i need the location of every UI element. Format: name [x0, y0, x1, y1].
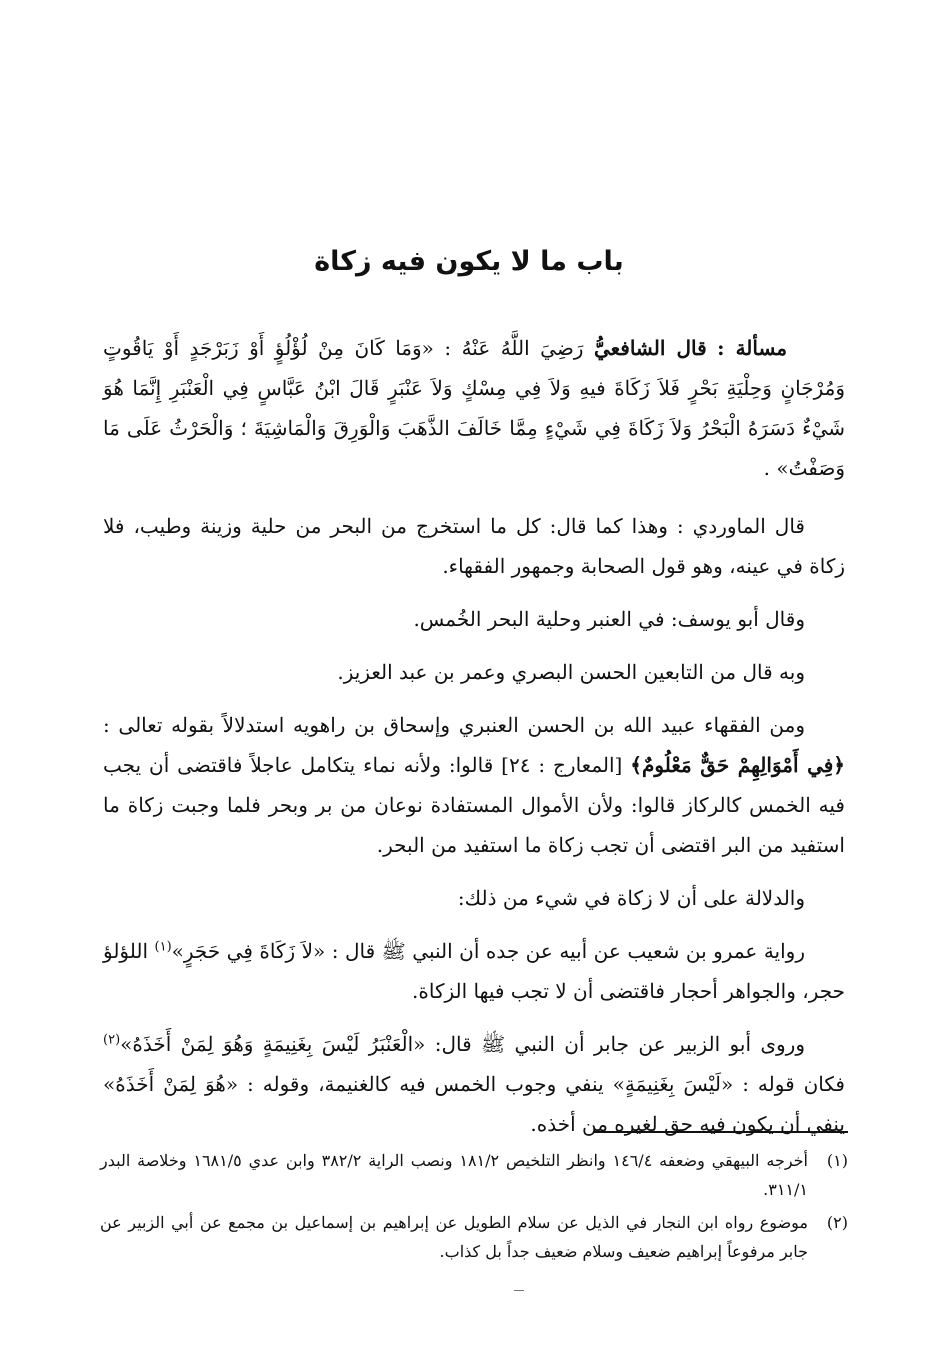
footnote-1-text: أخرجه البيهقي وضعفه ١٤٦/٤ وانظر التلخيص ١٨١/٢ ونصب الراية ٣٨٢/٢ وابن عدي ١٦٨١/٥ وخلاصة البدر ٣١١/١.	[100, 1151, 809, 1199]
footnote-2-text: موضوع رواه ابن النجار في الذيل عن سلام الطويل عن إبراهيم بن إسماعيل بن مجمع عن أبي الزبير عن جابر مرفوعاً إبراهيم ضعيف وسلام ضعيف جداً بل كذاب.	[100, 1213, 808, 1261]
main-text	[103, 328, 845, 1157]
fuqaha-text-before: ومن الفقهاء عبيد الله بن الحسن العنبري وإسحاق بن راهويه استدلالاً بقوله تعالى :	[103, 713, 805, 737]
fuqaha-text-after: [المعارج : ٢٤] قالوا: ولأنه نماء يتكامل عاجلاً فاقتضى أن يجب فيه الخمس كالركاز قالوا: ولأن الأموال المستفادة نوعان من بر وبحر فلما وجبت زكاة ما استفيد من البر اقتضى أن تجب زكاة ما استفيد من البحر.	[103, 753, 845, 857]
issue-intro: رَضِيَ اللَّهُ عَنْهُ :	[444, 336, 584, 360]
hadith-hajar: «لاَ زَكَاةَ فِي حَجَرٍ»	[171, 939, 326, 963]
paragraph-amr-ibn-shuayb	[103, 931, 845, 1011]
issue-quote: «وَمَا كَانَ مِنْ لُؤْلُؤٍ أَوْ زَبَرْجَدٍ أَوْ يَاقُوتٍ وَمُرْجَانٍ وَحِلْيَةِ بَحْرٍ فَلاَ زَكَاةَ فيهِ وَلاَ فِي مِسْكٍ وَلاَ عَنْبَرٍ قَالَ ابْنُ عَبَّاسٍ فِي الْعَنْبَرِ إِنَّمَا هُوَ شَيْءٌ دَسَرَهُ الْبَحْرُ وَلاَ زَكَاةَ فِي شَيْءٍ مِمَّا خَالَفَ الذَّهَبَ وَالْوَرِقَ وَالْمَاشِيَةَ ؛ وَالْحَرْثُ عَلَى مَا وَصَفْتُ» .	[103, 336, 845, 480]
paragraph-abu-yusuf: وقال أبو يوسف: في العنبر وحلية البحر الخُمس.	[413, 607, 805, 631]
imam-name: قال الشافعيُّ	[593, 336, 707, 360]
footnote-separator	[593, 1131, 848, 1133]
paragraph-abu-zubayr	[103, 1024, 845, 1144]
quote-laysa-bighanima: «لَيْسَ بِغَنِيمَةٍ»	[612, 1072, 734, 1096]
zubayr-text-before: وروى أبو الزبير عن جابر أن النبي ﷺ قال:	[434, 1032, 805, 1056]
footnotes	[100, 1146, 848, 1270]
issue-paragraph	[103, 328, 845, 488]
scan-mark	[514, 1290, 524, 1291]
zubayr-text-part2: فكان قوله :	[742, 1072, 845, 1096]
paragraph-mawardi: قال الماوردي : وهذا كما قال: كل ما استخرج من البحر من حلية وزينة وطيب، فلا زكاة في عينه، وهو قول الصحابة وجمهور الفقهاء.	[103, 514, 845, 578]
footnote-1-number: (١)	[826, 1151, 848, 1170]
footnote-2-number: (٢)	[826, 1213, 848, 1232]
quote-huwa-liman-akhadhahu: «هُوَ لِمَنْ أَخَذَهُ»	[103, 1072, 239, 1096]
hadith-anbar: «الْعَنْبَرُ لَيْسَ بِغَنِيمَةٍ وَهُوَ لِمَنْ أَخَذَهُ»	[120, 1032, 426, 1056]
amr-text-before: رواية عمرو بن شعيب عن أبيه عن جده أن النبي ﷺ قال :	[331, 939, 805, 963]
quran-verse: ﴿فِي أَمْوَالِهِمْ حَقٌّ مَعْلُومٌ﴾	[630, 753, 846, 777]
footnote-1	[100, 1146, 848, 1204]
zubayr-text-part4: ينفي أن يكون فيه حق لغيره من أخذه.	[530, 1112, 845, 1136]
issue-label: مسألة :	[717, 336, 788, 360]
paragraph-tabiin: وبه قال من التابعين الحسن البصري وعمر بن عبد العزيز.	[337, 660, 805, 684]
footnote-ref-2[interactable]: (٢)	[103, 1032, 121, 1048]
paragraph-fuqaha	[103, 705, 845, 865]
footnote-ref-1[interactable]: (١)	[154, 939, 172, 955]
footnote-2	[100, 1208, 848, 1266]
paragraph-dalala: والدلالة على أن لا زكاة في شيء من ذلك:	[457, 886, 805, 910]
chapter-title: باب ما لا يكون فيه زكاة	[314, 246, 624, 277]
amr-text-after: اللؤلؤ حجر، والجواهر أحجار فاقتضى أن لا تجب فيها الزكاة.	[103, 939, 845, 1003]
zubayr-text-part3: ينفي وجوب الخمس فيه كالغنيمة، وقوله :	[247, 1072, 604, 1096]
